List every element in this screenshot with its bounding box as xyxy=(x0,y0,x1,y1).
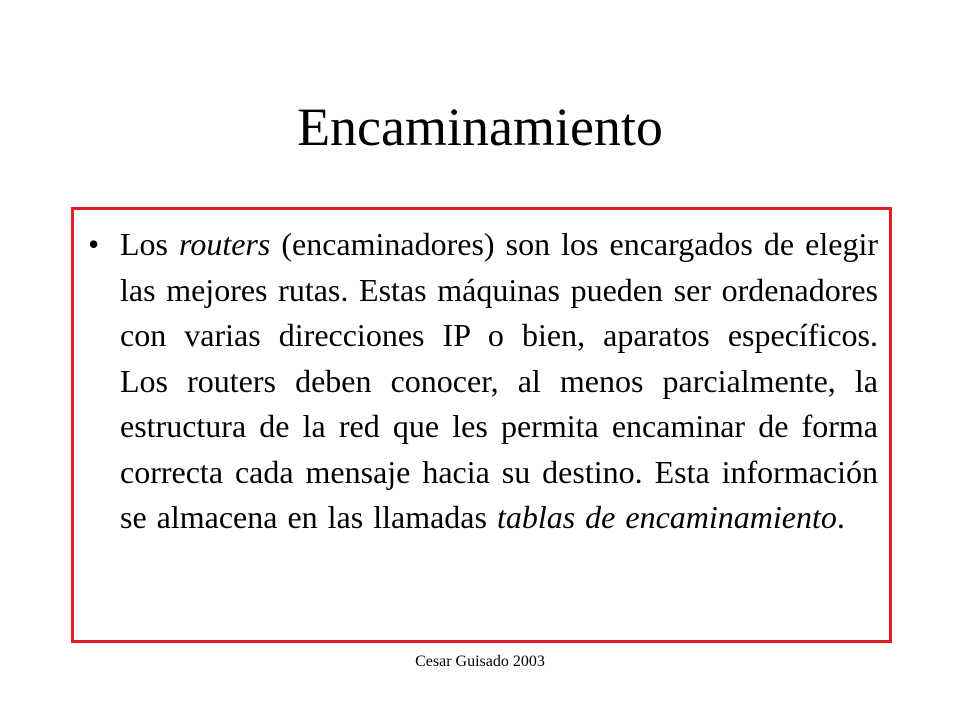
slide-title: Encaminamiento xyxy=(297,97,663,157)
bullet-item xyxy=(88,222,878,541)
bullet-text-part: . xyxy=(836,499,845,535)
bullet-text-italic-tables: tablas de encaminamiento xyxy=(496,499,837,535)
bullet-text xyxy=(120,222,878,541)
content-box xyxy=(71,207,892,643)
footer-author: Cesar Guisado 2003 xyxy=(415,653,545,670)
bullet-icon: • xyxy=(88,226,100,262)
bullet-text-italic-routers: routers xyxy=(179,226,271,262)
bullet-text-part: Los xyxy=(120,226,180,262)
bullet-text-part: (encaminadores) son los encargados de elegir las mejores rutas. Estas máquinas pueden ser ordenadores con varias direcciones IP o bien, aparatos específicos. Los routers deben conocer, al menos parcialmente, la estructura de la red que les permita encaminar de forma correcta cada mensaje hacia su destino. Esta información se almacena en las llamadas xyxy=(120,226,878,535)
